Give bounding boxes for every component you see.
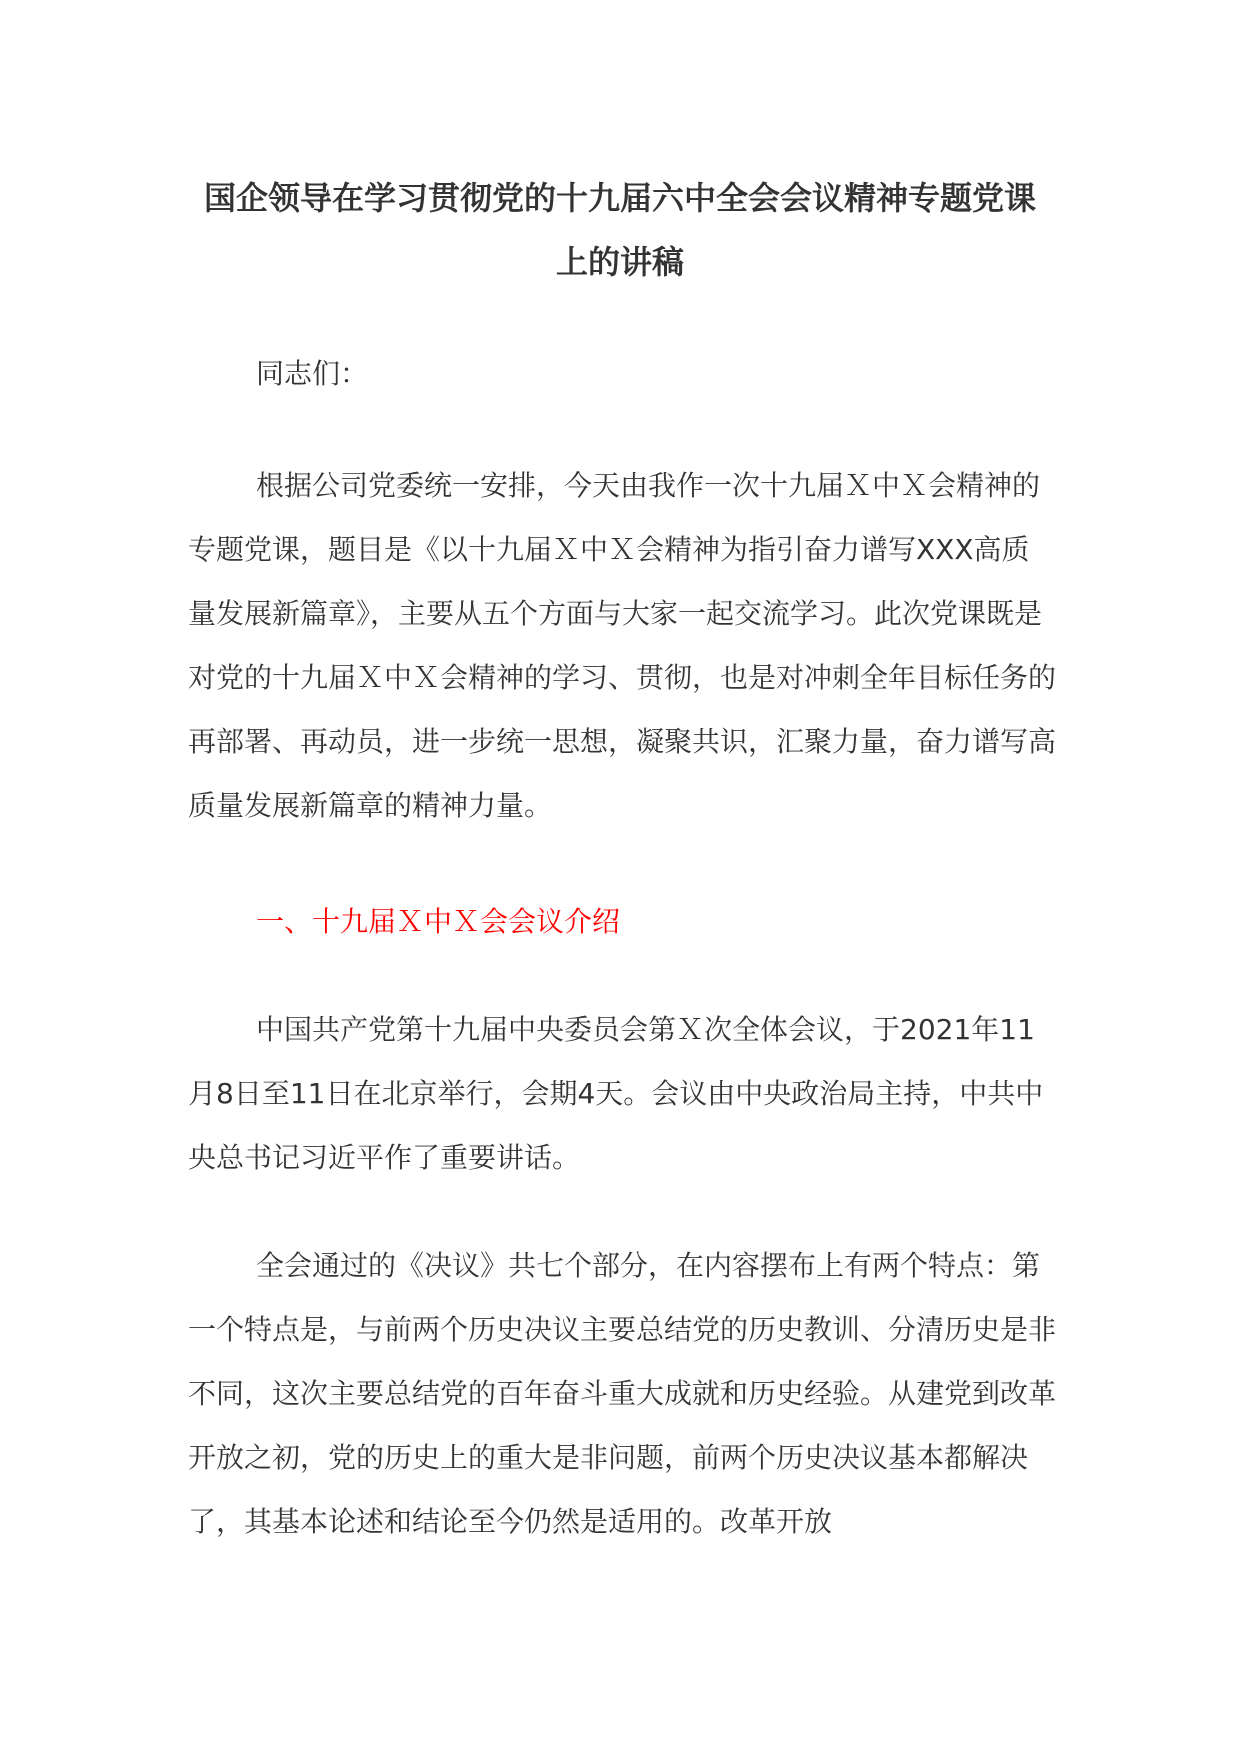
salutation: 同志们：	[256, 357, 369, 390]
meeting-paragraph: 中国共产党第十九届中央委员会第Ｘ次全体会议，于2021年11月8日至11日在北京举行，会期4天。会议由中央政治局主持，中共中央总书记习近平作了重要讲话。	[188, 1013, 1044, 1174]
document-title: 国企领导在学习贯彻党的十九届六中全会会议精神专题党课上的讲稿	[203, 179, 1036, 281]
section-heading: 一、十九届Ｘ中Ｘ会会议介绍	[256, 905, 621, 938]
intro-paragraph: 根据公司党委统一安排，今天由我作一次十九届Ｘ中Ｘ会精神的专题党课，题目是《以十九届Ｘ中Ｘ会精神为指引奋力谱写XXX高质量发展新篇章》，主要从五个方面与大家一起交流学习。此次党课既是对党的十九届Ｘ中Ｘ会精神的学习、贯彻，也是对冲刺全年目标任务的再部署、再动员，进一步统一思想，凝聚共识，汇聚力量，奋力谱写高质量发展新篇章的精神力量。	[188, 469, 1057, 822]
resolution-paragraph: 全会通过的《决议》共七个部分，在内容摆布上有两个特点：第一个特点是，与前两个历史决议主要总结党的历史教训、分清历史是非不同，这次主要总结党的百年奋斗重大成就和历史经验。从建党到改革开放之初，党的历史上的重大是非问题，前两个历史决议基本都解决了，其基本论述和结论至今仍然是适用的。改革开放	[188, 1249, 1057, 1538]
